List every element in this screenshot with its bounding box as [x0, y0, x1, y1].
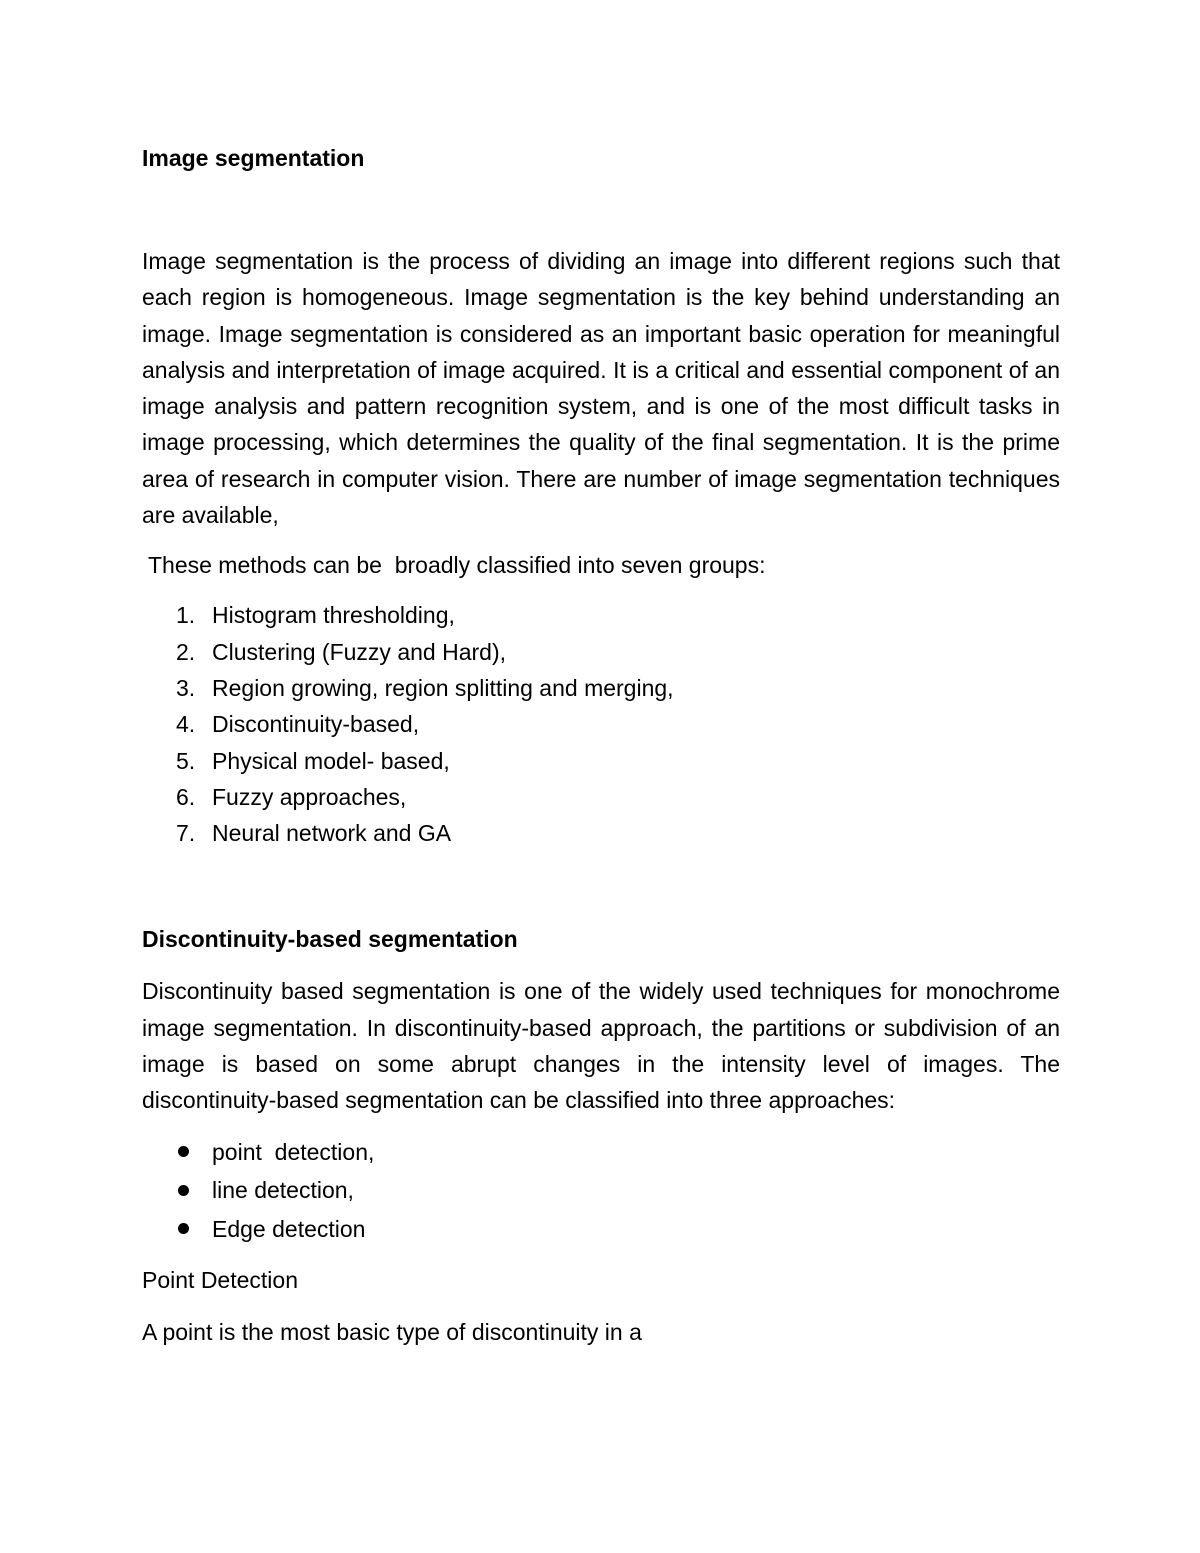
- bullet-icon: [142, 1210, 212, 1249]
- list-number: 7.: [176, 820, 196, 847]
- section-title-discontinuity: Discontinuity-based segmentation: [142, 926, 518, 953]
- bullet-icon: [142, 1171, 212, 1210]
- list-item: [142, 670, 1060, 706]
- list-item-text: Discontinuity-based,: [212, 711, 420, 738]
- list-item: [142, 779, 1060, 815]
- list-item: [142, 815, 1060, 851]
- list-number: 2.: [176, 638, 196, 665]
- section-title-image-segmentation: Image segmentation: [142, 145, 365, 171]
- list-item-text: Clustering (Fuzzy and Hard),: [212, 638, 506, 665]
- bullet-icon: [142, 1133, 212, 1172]
- list-number: 5.: [176, 747, 196, 774]
- approaches-list: [142, 1133, 1060, 1249]
- paragraph-point-detection: A point is the most basic type of discontinuity in a: [142, 1319, 642, 1346]
- list-item: [142, 1133, 1060, 1172]
- methods-intro: These methods can be broadly classified into seven groups:: [142, 552, 766, 579]
- list-item-text: line detection,: [212, 1177, 354, 1204]
- list-number: 6.: [176, 783, 196, 810]
- list-number: 1.: [176, 602, 196, 629]
- list-item: [142, 743, 1060, 779]
- list-item-text: Histogram thresholding,: [212, 602, 455, 629]
- paragraph-discontinuity: Discontinuity based segmentation is one of the widely used techniques for monochrome image segmentation. In discontinuity-based approach, the partitions or subdivision of an image is based on some abrupt changes in the intensity level of images. The discontinuity-based segmentation can be classified into three approaches:: [142, 978, 1060, 1114]
- list-number: 4.: [176, 711, 196, 738]
- section-title-point-detection: Point Detection: [142, 1267, 298, 1294]
- list-item-text: Neural network and GA: [212, 820, 452, 847]
- list-item-text: Edge detection: [212, 1215, 366, 1242]
- document-content: [142, 140, 1060, 1350]
- paragraph-image-segmentation: Image segmentation is the process of dividing an image into different regions such that each region is homogeneous. Image segmentation is the key behind understanding an image. Image segmentation is considered as an important basic operation for meaningful analysis and interpretation of image acquired. It is a critical and essential component of an image analysis and pattern recognition system, and is one of the most difficult tasks in image processing, which determines the quality of the final segmentation. It is the prime area of research in computer vision. There are number of image segmentation techniques are available,: [142, 248, 1060, 529]
- list-item: [142, 634, 1060, 670]
- list-item-text: Fuzzy approaches,: [212, 783, 407, 810]
- list-item-text: point detection,: [212, 1138, 375, 1165]
- list-item-text: Region growing, region splitting and merging,: [212, 674, 674, 701]
- methods-list: [142, 597, 1060, 851]
- list-item: [142, 597, 1060, 633]
- list-item-text: Physical model- based,: [212, 747, 450, 774]
- list-number: 3.: [176, 674, 196, 701]
- list-item: [142, 1171, 1060, 1210]
- list-item: [142, 706, 1060, 742]
- list-item: [142, 1210, 1060, 1249]
